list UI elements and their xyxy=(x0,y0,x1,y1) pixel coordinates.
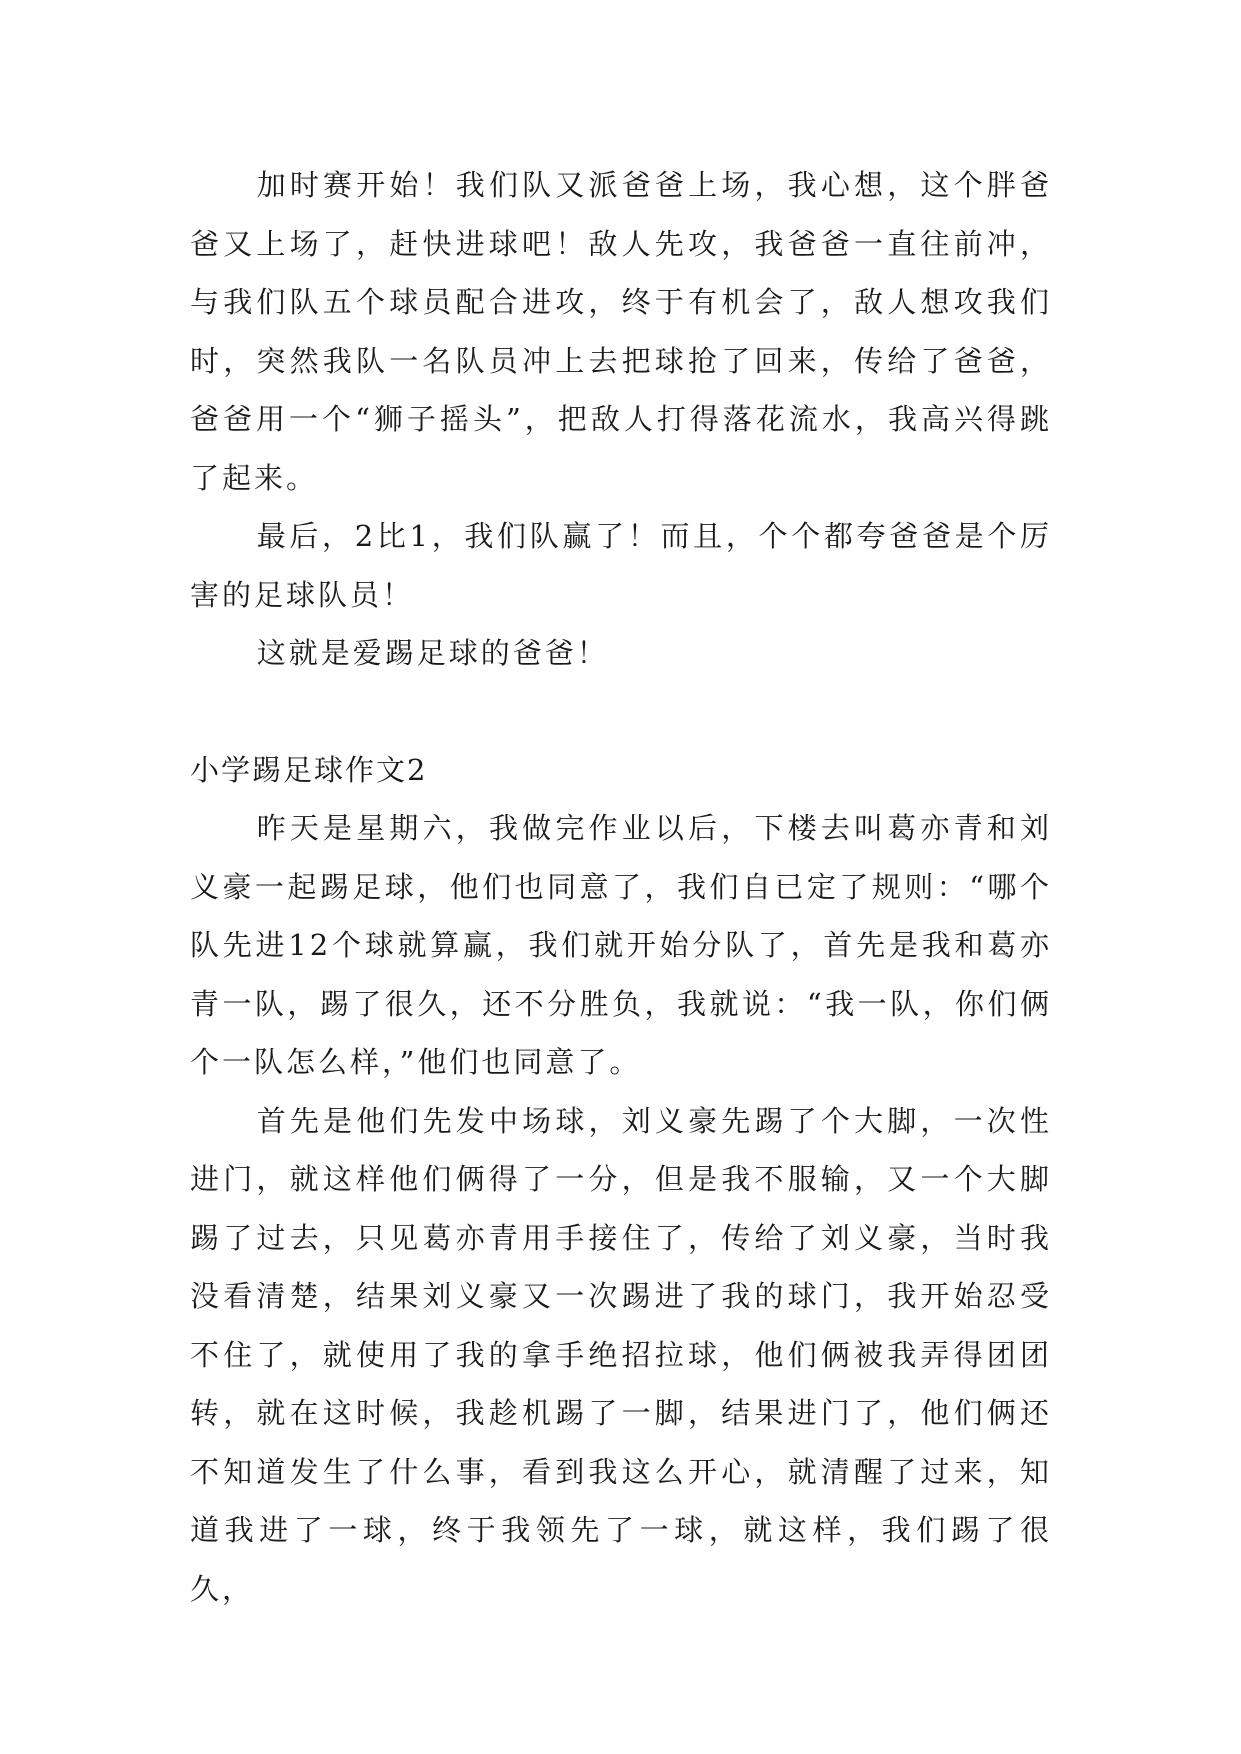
essay-title: 小学踢足球作文2 xyxy=(190,752,428,787)
paragraph-saturday: 昨天是星期六，我做完作业以后，下楼去叫葛亦青和刘义豪一起踢足球，他们也同意了，我们自已定了规则：“哪个队先进12个球就算赢，我们就开始分队了，首先是我和葛亦青一队，踢了很久，还不分胜负，我就说：“我一队，你们俩个一队怎么样，”他们也同意了。 xyxy=(190,811,1052,1079)
paragraph-closing: 这就是爱踢足球的爸爸！ xyxy=(256,636,609,670)
paragraph-final-score: 最后，2比1，我们队赢了！而且，个个都夸爸爸是个厉害的足球队员！ xyxy=(190,519,1052,612)
paragraph-match: 首先是他们先发中场球，刘义豪先踢了个大脚，一次性进门，就这样他们俩得了一分，但是我不服输，又一个大脚踢了过去，只见葛亦青用手接住了，传给了刘义豪，当时我没看清楚，结果刘义豪又一次踢进了我的球门，我开始忍受不住了，就使用了我的拿手绝招拉球，他们俩被我弄得团团转，就在这时候，我趁机踢了一脚，结果进门了，他们俩还不知道发生了什么事，看到我这么开心，就清醒了过来，知道我进了一球，终于我领先了一球，就这样，我们踢了很久， xyxy=(190,1103,1052,1606)
paragraph-overtime: 加时赛开始！我们队又派爸爸上场，我心想，这个胖爸爸又上场了，赶快进球吧！敌人先攻，我爸爸一直往前冲，与我们队五个球员配合进攻，终于有机会了，敌人想攻我们时，突然我队一名队员冲上去把球抢了回来，传给了爸爸，爸爸用一个“狮子摇头”，把敌人打得落花流水，我高兴得跳了起来。 xyxy=(190,168,1052,495)
document-body xyxy=(190,156,1052,1618)
